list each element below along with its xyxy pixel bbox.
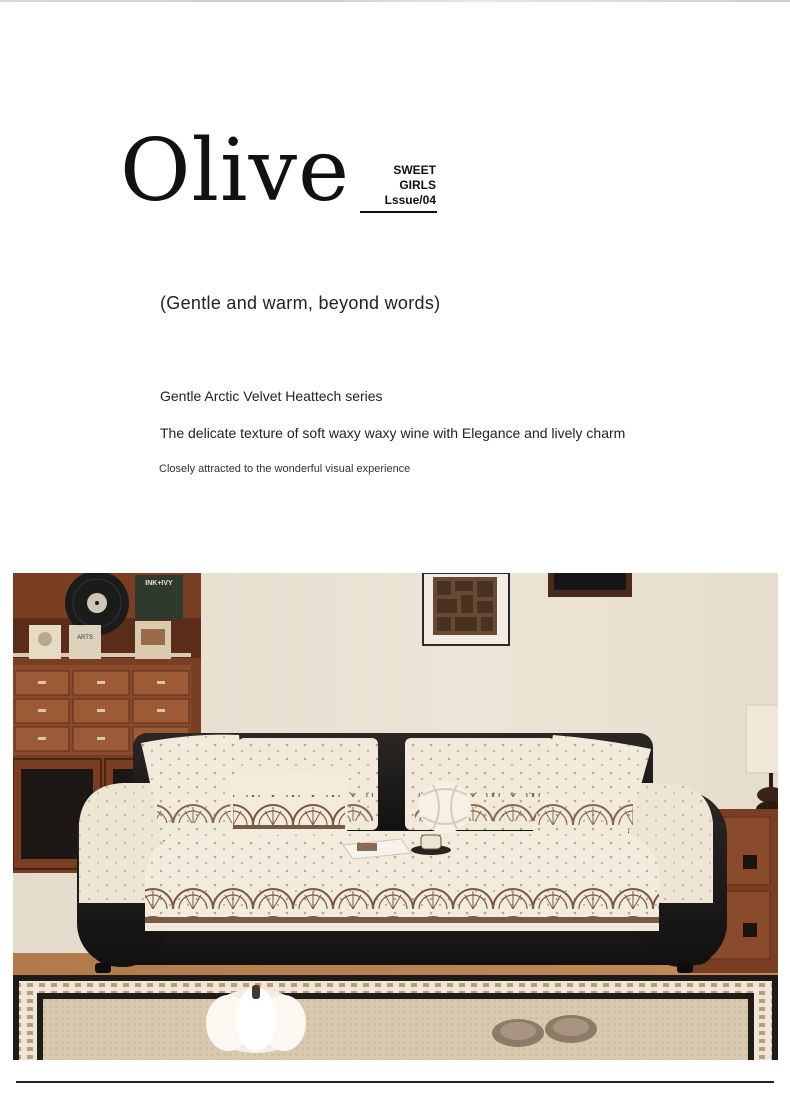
knot-pillow (419, 781, 471, 833)
book-arts-label: ARTS (77, 635, 93, 641)
wall-art-dark (548, 573, 632, 597)
bottom-divider (16, 1081, 774, 1083)
series-name: Gentle Arctic Velvet Heattech series (160, 388, 383, 404)
issue-line-2: Lssue/04 (384, 193, 436, 207)
issue-label (356, 163, 436, 208)
product-description: The delicate texture of soft waxy waxy wine with Elegance and lively charm (160, 425, 626, 441)
issue-underline (360, 211, 437, 213)
issue-line-1: SWEET GIRLS (393, 163, 436, 192)
tagline: (Gentle and warm, beyond words) (160, 293, 441, 313)
top-divider (0, 0, 790, 2)
sofa-photo (13, 573, 778, 1060)
book-top-label: INK+IVY (145, 580, 173, 587)
experience-note: Closely attracted to the wonderful visual experience (159, 463, 411, 475)
brand-title: Olive (120, 121, 350, 221)
pillow-left-small (227, 770, 348, 837)
rug (13, 975, 778, 1060)
wall-art-wood (423, 573, 509, 645)
